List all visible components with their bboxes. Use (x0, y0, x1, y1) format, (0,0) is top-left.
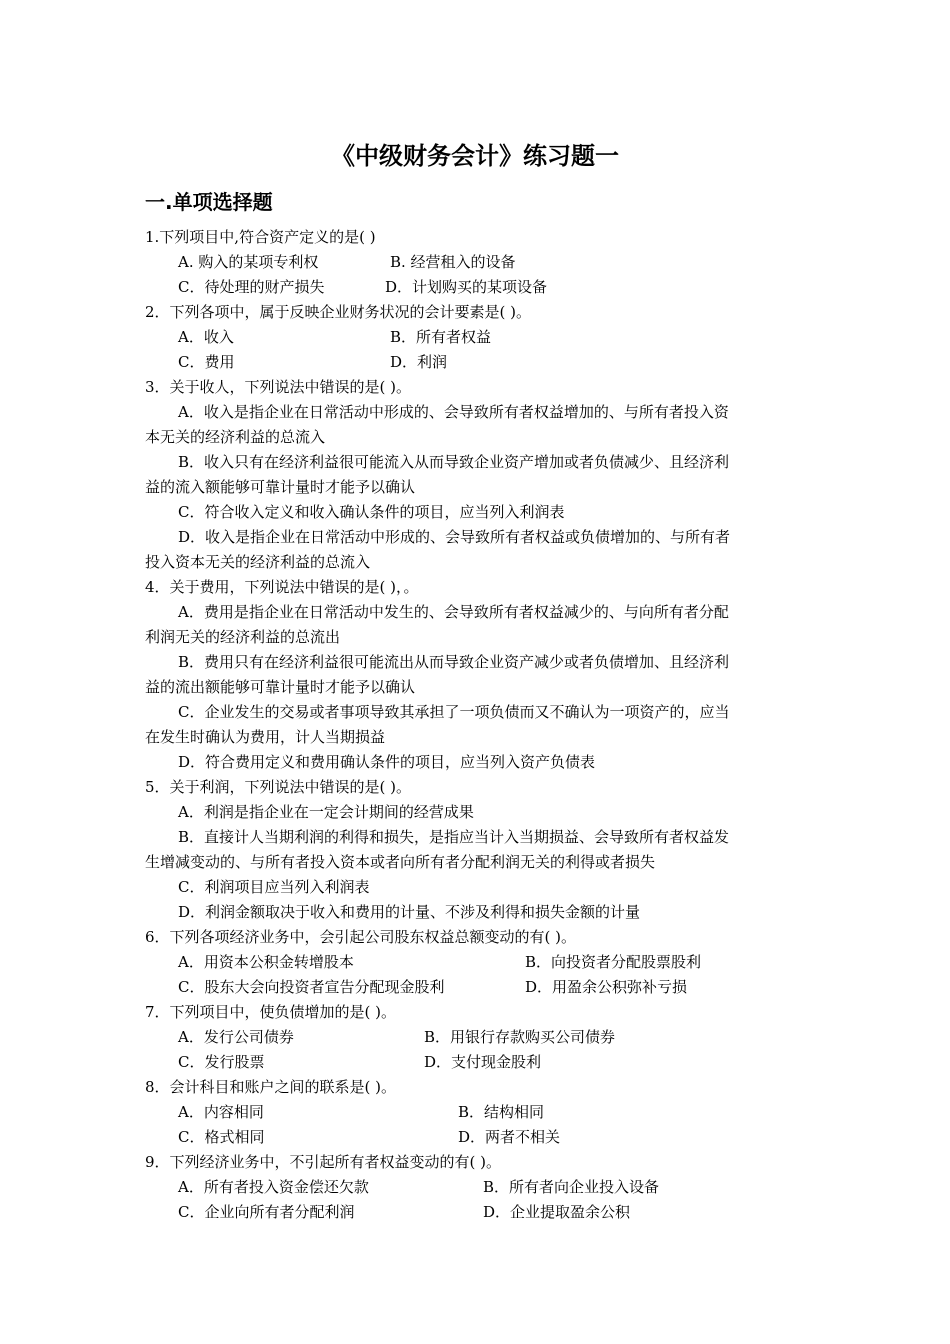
option-row (145, 1050, 807, 1075)
question-stem: 1.下列项目中,符合资产定义的是( ) (145, 228, 376, 246)
question-stem: 6．下列各项经济业务中，会引起公司股东权益总额变动的有( )。 (145, 928, 577, 946)
option-a: A．所有者投入资金偿还欠款 (178, 1178, 369, 1196)
option-row (145, 950, 807, 975)
option-row (145, 250, 807, 275)
option-b: B．费用只有在经济利益很可能流出从而导致企业资产减少或者负债增加、且经济利 (178, 653, 730, 671)
option-b: B．结构相同 (458, 1103, 545, 1121)
option-b-cont: 益的流出额能够可靠计量时才能予以确认 (145, 678, 416, 696)
option-d: D．收入是指企业在日常活动中形成的、会导致所有者权益或负债增加的、与所有者 (178, 528, 731, 546)
option-c-cont: 在发生时确认为费用，计人当期损益 (145, 728, 386, 746)
option-c: C．符合收入定义和收入确认条件的项目，应当列入利润表 (178, 503, 565, 521)
option-b-cont: 益的流入额能够可靠计量时才能予以确认 (145, 478, 416, 496)
option-row (145, 1025, 807, 1050)
question-stem: 4．关于费用，下列说法中错误的是( )，。 (145, 578, 419, 596)
option-c: C．股东大会向投资者宣告分配现金股利 (178, 978, 445, 996)
option-b: B．向投资者分配股票股利 (525, 953, 702, 971)
option-d: D．支付现金股利 (424, 1053, 542, 1071)
option-a: A．利润是指企业在一定会计期间的经营成果 (178, 803, 474, 821)
option-row (145, 975, 807, 1000)
question-list (145, 225, 807, 1225)
option-row (145, 350, 807, 375)
section-heading: 一.单项选择题 (145, 190, 273, 214)
question-stem: 5．关于利润，下列说法中错误的是( )。 (145, 778, 412, 796)
option-c: C．发行股票 (178, 1053, 265, 1071)
option-b: B．直接计人当期利润的利得和损失，是指应当计入当期损益、会导致所有者权益发 (178, 828, 730, 846)
option-c: C．企业向所有者分配利润 (178, 1203, 355, 1221)
option-a: A．用资本公积金转增股本 (178, 953, 354, 971)
option-d: D．用盈余公积弥补亏损 (525, 978, 688, 996)
document-title: 《中级财务会计》练习题一 (331, 142, 619, 170)
option-d: D．两者不相关 (458, 1128, 561, 1146)
option-b: B. 经营租入的设备 (390, 253, 516, 271)
option-c: C．格式相同 (178, 1128, 265, 1146)
option-a: A．内容相同 (178, 1103, 264, 1121)
option-d: D．符合费用定义和费用确认条件的项目，应当列入资产负债表 (178, 753, 596, 771)
option-row (145, 1200, 807, 1225)
option-c: C．费用 (178, 353, 235, 371)
question-stem: 3．关于收人，下列说法中错误的是( )。 (145, 378, 412, 396)
option-a: A．费用是指企业在日常活动中发生的、会导致所有者权益减少的、与向所有者分配 (178, 603, 729, 621)
option-d: D．企业提取盈余公积 (483, 1203, 631, 1221)
question-stem: 9．下列经济业务中，不引起所有者权益变动的有( )。 (145, 1153, 502, 1171)
option-b: B．用银行存款购买公司债券 (424, 1028, 616, 1046)
option-a-cont: 本无关的经济利益的总流入 (145, 428, 326, 446)
option-b-cont: 生增减变动的、与所有者投入资本或者向所有者分配利润无关的利得或者损失 (145, 853, 656, 871)
option-d: D．利润金额取决于收入和费用的计量、不涉及利得和损失金额的计量 (178, 903, 641, 921)
option-b: B．所有者向企业投入设备 (483, 1178, 660, 1196)
option-c: C．利润项目应当列入利润表 (178, 878, 370, 896)
option-a: A. 购入的某项专利权 (178, 253, 319, 271)
option-c: C．待处理的财产损失 (178, 278, 325, 296)
option-a: A．收入 (178, 328, 234, 346)
option-row (145, 275, 807, 300)
option-row (145, 1125, 807, 1150)
option-a: A．发行公司债券 (178, 1028, 294, 1046)
question-stem: 7．下列项目中，使负债增加的是( )。 (145, 1003, 397, 1021)
option-d: D．利润 (390, 353, 448, 371)
option-row (145, 325, 807, 350)
option-a-cont: 利润无关的经济利益的总流出 (145, 628, 341, 646)
option-b: B．收入只有在经济利益很可能流入从而导致企业资产增加或者负债减少、且经济利 (178, 453, 730, 471)
option-row (145, 1175, 807, 1200)
option-b: B．所有者权益 (390, 328, 492, 346)
option-row (145, 1100, 807, 1125)
option-c: C．企业发生的交易或者事项导致其承担了一项负债而又不确认为一项资产的，应当 (178, 703, 730, 721)
option-d: D．计划购买的某项设备 (385, 278, 548, 296)
question-stem: 2．下列各项中，属于反映企业财务状况的会计要素是( )。 (145, 303, 532, 321)
option-a: A．收入是指企业在日常活动中形成的、会导致所有者权益增加的、与所有者投入资 (178, 403, 729, 421)
question-stem: 8．会计科目和账户之间的联系是( )。 (145, 1078, 397, 1096)
option-d-cont: 投入资本无关的经济利益的总流入 (145, 553, 371, 571)
